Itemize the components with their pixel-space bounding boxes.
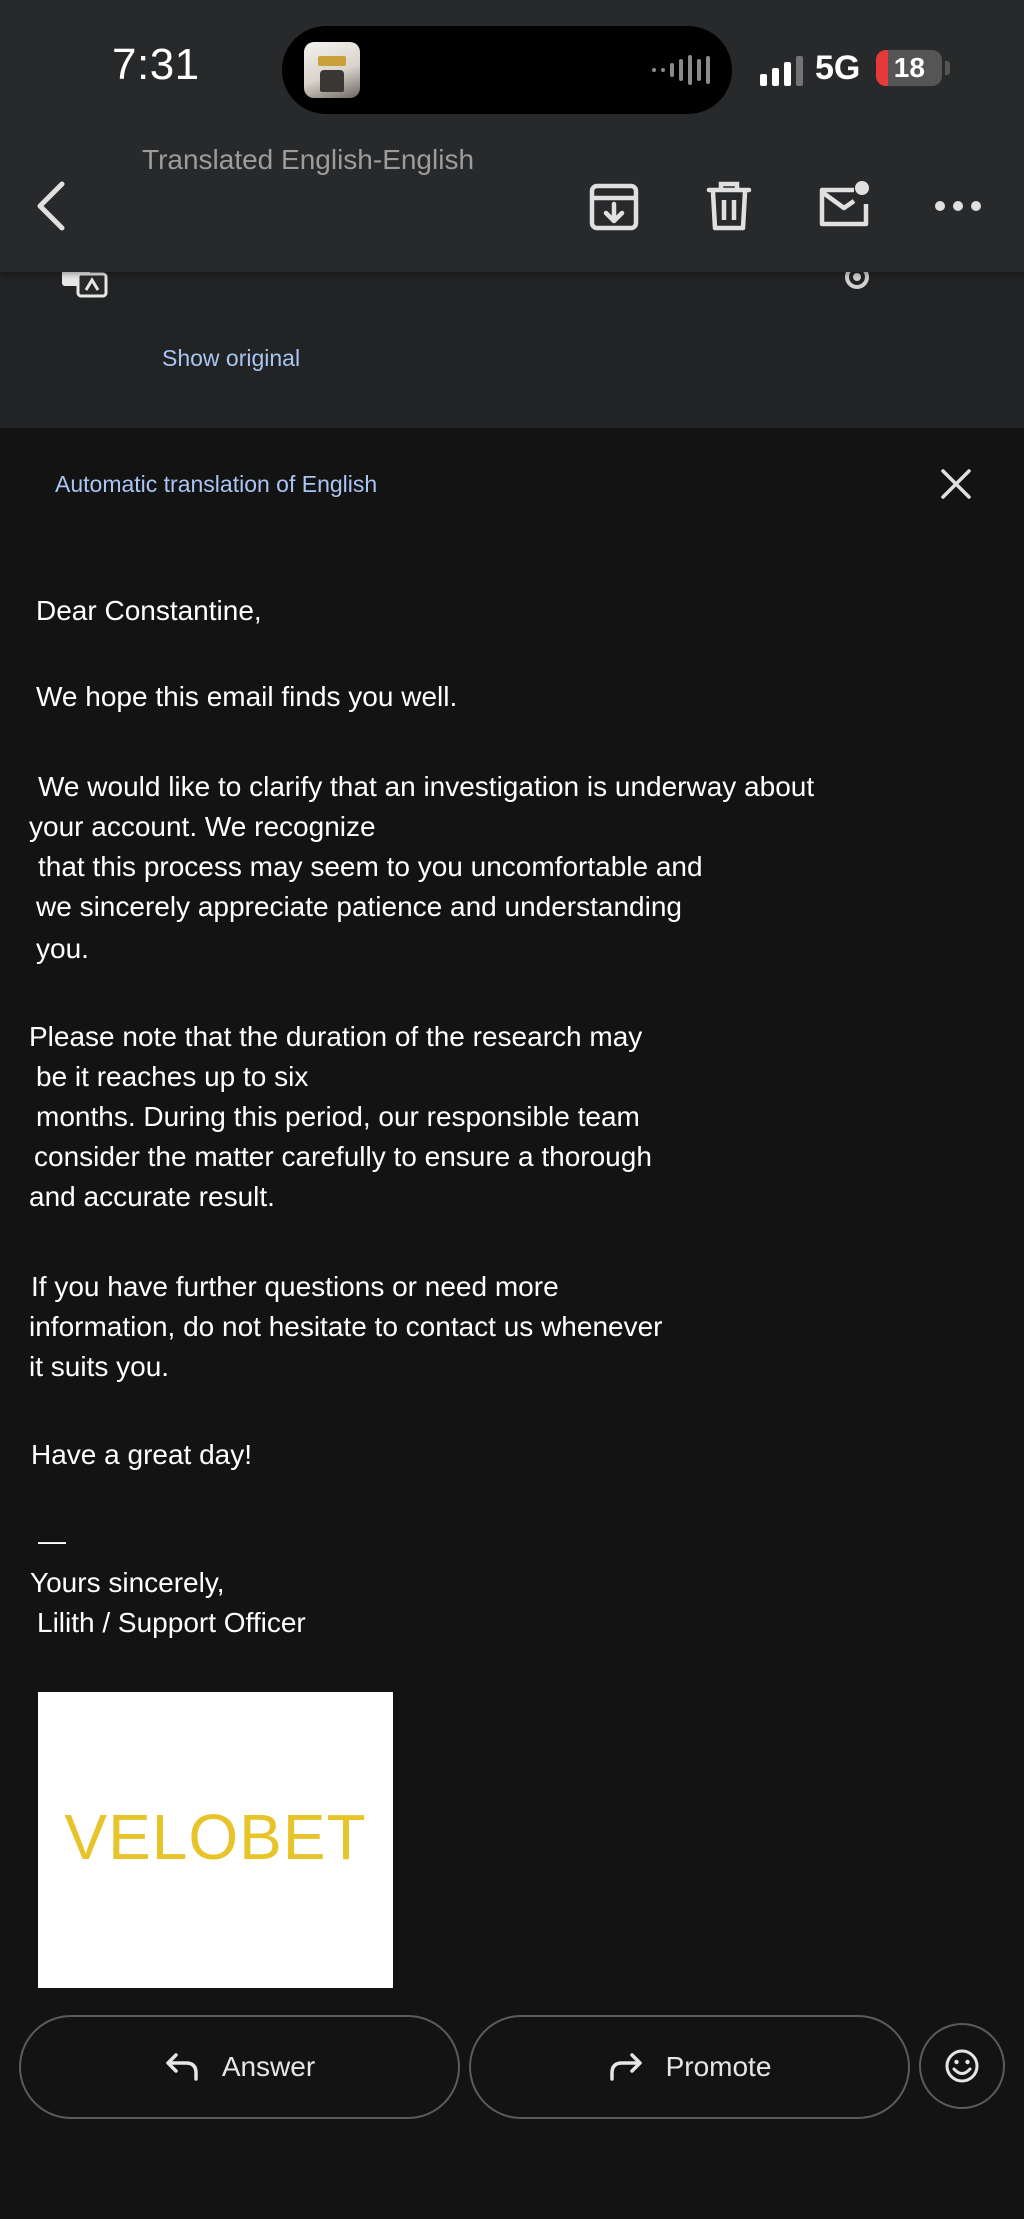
email-paragraph-line: information, do not hesitate to contact us whenever [29, 1311, 663, 1342]
close-icon[interactable] [938, 466, 974, 502]
mark-unread-button[interactable] [816, 176, 872, 236]
reply-icon [164, 2051, 200, 2083]
archive-icon [586, 176, 642, 236]
forward-icon [608, 2051, 644, 2083]
automatic-translation-notice: Automatic translation of English [55, 471, 378, 497]
email-paragraph-line: be it reaches up to six [36, 1061, 309, 1092]
emoji-reaction-button[interactable] [919, 2023, 1005, 2109]
emoji-icon [943, 2047, 981, 2085]
promote-label: Promote [665, 2051, 772, 2082]
battery-cap [945, 61, 950, 75]
mail-unread-icon [816, 176, 872, 236]
app-bar [0, 0, 1024, 272]
company-logo [38, 1692, 393, 1988]
album-art-icon [304, 42, 360, 98]
more-options-button[interactable] [930, 176, 986, 236]
delete-button[interactable] [701, 176, 757, 236]
show-original-link[interactable]: Show original [162, 345, 301, 371]
audio-waveform-icon [652, 54, 710, 86]
battery-percentage: 18 [893, 52, 925, 83]
email-paragraph-line: We hope this email finds you well. [36, 681, 458, 712]
email-closing: Yours sincerely, [30, 1567, 225, 1598]
translated-title: Translated English-English [142, 144, 475, 175]
status-time: 7:31 [112, 40, 200, 89]
company-logo-text: VELOBET [64, 1801, 367, 1873]
signature-separator: — [38, 1525, 66, 1556]
archive-button[interactable] [586, 176, 642, 236]
status-indicators [760, 50, 950, 86]
answer-button[interactable] [19, 2015, 460, 2119]
cellular-signal-icon [760, 56, 803, 86]
email-signature: Lilith / Support Officer [37, 1607, 306, 1638]
email-paragraph-line: you. [36, 933, 89, 964]
more-horizontal-icon [930, 176, 986, 236]
email-greeting: Dear Constantine, [36, 595, 262, 626]
email-paragraph-line: that this process may seem to you uncomfortable and [38, 851, 703, 882]
trash-icon [701, 176, 757, 236]
email-paragraph-line: it suits you. [29, 1351, 170, 1382]
promote-button[interactable] [469, 2015, 910, 2119]
battery-icon [876, 50, 942, 86]
email-paragraph-line: We would like to clarify that an investigation is underway about [38, 771, 815, 802]
back-button[interactable] [28, 178, 78, 234]
email-paragraph-line: your account. We recognize [29, 811, 376, 842]
answer-label: Answer [221, 2051, 316, 2082]
chevron-left-icon [28, 178, 78, 234]
dynamic-island[interactable] [282, 26, 732, 114]
email-paragraph-line: Please note that the duration of the research may [29, 1021, 643, 1052]
email-paragraph-line: months. During this period, our responsible team [36, 1101, 640, 1132]
email-paragraph-line: If you have further questions or need more [31, 1271, 559, 1302]
network-type: 5G [815, 49, 861, 87]
email-paragraph-line: and accurate result. [29, 1181, 275, 1212]
email-paragraph-line: we sincerely appreciate patience and understanding [36, 891, 682, 922]
email-paragraph-line: consider the matter carefully to ensure a thorough [34, 1141, 652, 1172]
email-sign-off: Have a great day! [31, 1439, 253, 1470]
